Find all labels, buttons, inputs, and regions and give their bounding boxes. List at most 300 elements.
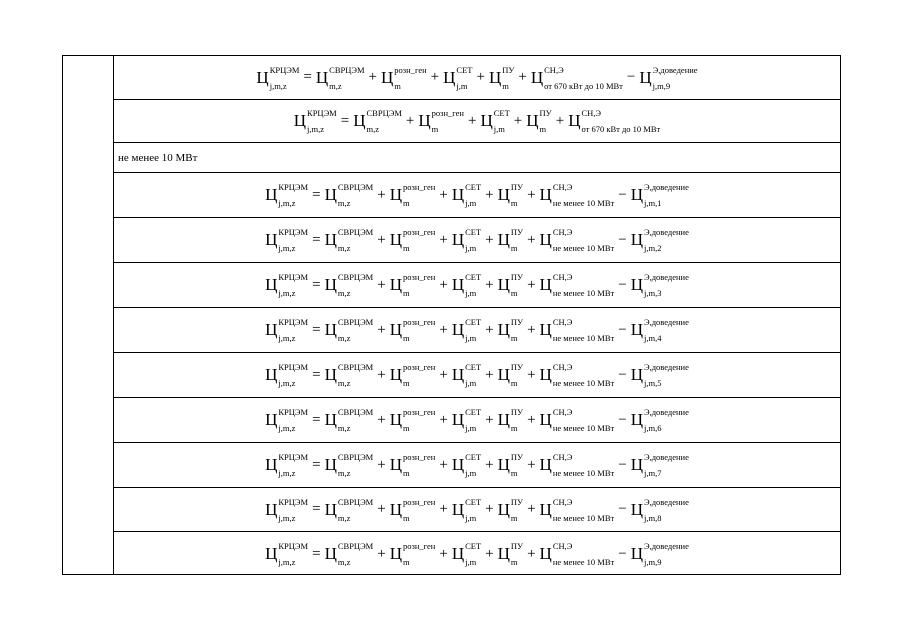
price-symbol: Ц	[324, 544, 337, 563]
script-stack	[581, 108, 661, 134]
price-symbol: Ц	[497, 230, 510, 249]
price-symbol: Ц	[630, 455, 643, 474]
term-sn	[530, 64, 623, 91]
script-stack	[552, 317, 615, 343]
script-stack	[552, 407, 615, 433]
formula	[293, 108, 661, 134]
price-symbol: Ц	[324, 455, 337, 474]
superscript: СВРЦЭМ	[337, 362, 374, 372]
subscript: m,z	[329, 80, 342, 91]
script-stack	[643, 227, 689, 253]
operator: −	[618, 366, 627, 383]
term-set	[451, 407, 482, 433]
superscript: КРЦЭМ	[278, 272, 309, 282]
superscript: КРЦЭМ	[278, 227, 309, 237]
subscript: j,m	[493, 124, 505, 134]
subscript: j,m,z	[278, 423, 296, 433]
term-svrcem	[324, 541, 374, 567]
operator: +	[485, 186, 494, 203]
superscript: ПУ	[510, 496, 524, 507]
term-pu	[497, 182, 524, 208]
subscript: m	[402, 468, 410, 478]
superscript: ПУ	[510, 362, 524, 372]
superscript: СВРЦЭМ	[337, 272, 374, 282]
term-sn	[539, 541, 615, 567]
subscript: m	[510, 557, 518, 567]
subscript: m,z	[337, 378, 351, 388]
term-krcem	[265, 541, 309, 567]
script-stack	[465, 317, 482, 343]
subscript: m	[402, 378, 410, 388]
subscript: m	[402, 198, 410, 208]
price-symbol: Ц	[265, 320, 278, 339]
superscript: КРЦЭМ	[278, 362, 309, 372]
term-svrcem	[324, 227, 374, 253]
term-set	[451, 496, 482, 523]
superscript: СВРЦЭМ	[337, 182, 374, 192]
superscript: СН,Э	[552, 541, 573, 551]
script-stack	[456, 64, 473, 91]
term-pu	[488, 64, 515, 91]
price-symbol: Ц	[568, 111, 581, 130]
term-rozn-gen	[389, 272, 436, 298]
price-symbol: Ц	[539, 230, 552, 249]
operator: +	[405, 112, 415, 129]
script-stack	[337, 452, 374, 478]
superscript: розн_ген	[402, 227, 436, 237]
price-symbol: Ц	[389, 185, 402, 204]
term-rozn-gen	[389, 407, 436, 433]
superscript: СВРЦЭМ	[337, 452, 374, 462]
superscript: СЕТ	[465, 452, 482, 462]
term-krcem	[265, 452, 309, 478]
script-stack	[643, 362, 689, 388]
superscript: СН,Э	[552, 362, 573, 372]
script-stack	[278, 407, 309, 433]
term-set	[451, 272, 482, 298]
superscript: розн_ген	[431, 108, 464, 118]
formula-row-5	[114, 218, 840, 263]
price-symbol: Ц	[630, 410, 643, 429]
term-sn	[539, 317, 615, 343]
script-stack	[552, 182, 615, 208]
term-pu	[497, 496, 524, 523]
script-stack	[337, 407, 374, 433]
superscript: ПУ	[510, 272, 524, 282]
superscript: СН,Э	[552, 407, 573, 417]
superscript: Э,доведение	[643, 182, 689, 192]
superscript: СН,Э	[544, 64, 564, 75]
script-stack	[307, 108, 337, 134]
term-dovedenie	[630, 362, 689, 388]
operator: +	[430, 69, 440, 85]
term-dovedenie	[630, 496, 689, 523]
term-set	[443, 64, 473, 91]
script-stack	[510, 182, 524, 208]
operator: =	[303, 69, 312, 85]
script-stack	[431, 108, 464, 134]
script-stack	[337, 496, 374, 523]
superscript: ПУ	[510, 317, 524, 327]
price-symbol: Ц	[539, 275, 552, 294]
subscript: j,m	[465, 378, 477, 388]
superscript: розн_ген	[402, 362, 436, 372]
superscript: КРЦЭМ	[278, 452, 309, 462]
operator: −	[618, 501, 627, 517]
operator: +	[485, 545, 494, 562]
script-stack	[643, 407, 689, 433]
subscript: m,z	[337, 557, 351, 567]
term-pu	[497, 317, 524, 343]
superscript: СН,Э	[552, 317, 573, 327]
superscript: СЕТ	[465, 407, 482, 417]
subscript: m,z	[337, 333, 351, 343]
script-stack	[394, 64, 427, 91]
script-stack	[510, 541, 524, 567]
superscript: КРЦЭМ	[307, 108, 337, 118]
price-symbol: Ц	[265, 455, 278, 474]
script-stack	[510, 407, 524, 433]
subscript: j,m	[465, 288, 477, 298]
subscript: j,m	[456, 80, 468, 91]
term-sn	[539, 362, 615, 388]
script-stack	[278, 362, 309, 388]
operator: +	[485, 366, 494, 383]
subscript: m	[402, 512, 410, 523]
subscript: j,m	[465, 243, 477, 253]
price-symbol: Ц	[381, 67, 394, 87]
price-symbol: Ц	[389, 455, 402, 474]
script-stack	[544, 64, 623, 91]
subscript: m,z	[337, 468, 351, 478]
price-symbol: Ц	[630, 365, 643, 384]
price-symbol: Ц	[451, 185, 465, 204]
superscript: СН,Э	[552, 496, 573, 507]
subscript: m	[510, 468, 518, 478]
subscript: m,z	[337, 243, 351, 253]
term-rozn-gen	[389, 227, 436, 253]
term-pu	[497, 407, 524, 433]
script-stack	[539, 108, 552, 134]
superscript: розн_ген	[394, 64, 427, 75]
subscript: m,z	[337, 423, 351, 433]
price-symbol: Ц	[497, 320, 510, 339]
term-rozn-gen	[418, 108, 464, 134]
superscript: СВРЦЭМ	[337, 496, 374, 507]
script-stack	[465, 182, 482, 208]
superscript: СЕТ	[465, 182, 482, 192]
term-krcem	[293, 108, 337, 134]
term-pu	[497, 227, 524, 253]
price-symbol: Ц	[539, 365, 552, 384]
term-rozn-gen	[389, 496, 436, 523]
subscript: j,m,z	[278, 243, 296, 253]
script-stack	[337, 272, 374, 298]
script-stack	[652, 64, 698, 91]
subscript: j,m,z	[278, 512, 296, 523]
superscript: розн_ген	[402, 317, 436, 327]
subscript: j,m,9	[652, 80, 671, 91]
subscript: m	[510, 243, 518, 253]
price-symbol: Ц	[630, 230, 643, 249]
price-symbol: Ц	[451, 365, 465, 384]
operator: +	[439, 321, 448, 338]
subscript: j,m,z	[278, 198, 296, 208]
operator: +	[555, 112, 565, 129]
formula-rows	[114, 56, 840, 574]
price-symbol: Ц	[451, 320, 465, 339]
operator: −	[618, 276, 627, 293]
price-symbol: Ц	[324, 185, 337, 204]
superscript: Э,доведение	[643, 317, 689, 327]
script-stack	[510, 227, 524, 253]
operator: +	[527, 366, 536, 383]
operator: −	[618, 411, 627, 428]
operator: +	[439, 231, 448, 248]
price-symbol: Ц	[389, 544, 402, 563]
term-pu	[497, 452, 524, 478]
script-stack	[552, 541, 615, 567]
term-dovedenie	[639, 64, 698, 91]
price-symbol: Ц	[451, 455, 465, 474]
price-symbol: Ц	[451, 544, 465, 563]
term-set	[451, 317, 482, 343]
superscript: ПУ	[539, 108, 552, 118]
term-pu	[526, 108, 552, 134]
subscript: не менее 10 МВт	[552, 243, 615, 253]
script-stack	[278, 317, 309, 343]
term-set	[451, 541, 482, 567]
term-pu	[497, 272, 524, 298]
subscript: не менее 10 МВт	[552, 378, 615, 388]
price-symbol: Ц	[630, 320, 643, 339]
price-symbol: Ц	[389, 365, 402, 384]
operator: −	[626, 69, 636, 85]
subscript: j,m	[465, 333, 477, 343]
script-stack	[402, 407, 436, 433]
price-symbol: Ц	[451, 410, 465, 429]
subscript: не менее 10 МВт	[552, 288, 615, 298]
term-set	[451, 452, 482, 478]
operator: +	[527, 276, 536, 293]
subscript: от 670 кВт до 10 МВт	[544, 80, 623, 91]
price-symbol: Ц	[630, 499, 643, 519]
operator: +	[439, 366, 448, 383]
price-symbol: Ц	[265, 185, 278, 204]
operator: +	[527, 186, 536, 203]
superscript: розн_ген	[402, 407, 436, 417]
operator: +	[527, 456, 536, 473]
formula	[265, 272, 689, 298]
operator: +	[377, 545, 386, 562]
script-stack	[552, 452, 615, 478]
operator: +	[527, 321, 536, 338]
section-heading: не менее 10 МВт	[118, 151, 198, 164]
price-symbol: Ц	[324, 275, 337, 294]
superscript: СВРЦЭМ	[329, 64, 365, 75]
script-stack	[465, 407, 482, 433]
price-symbol: Ц	[324, 410, 337, 429]
operator: =	[312, 321, 321, 338]
superscript: Э,доведение	[643, 496, 689, 507]
formula-row-4	[114, 173, 840, 218]
operator: +	[439, 456, 448, 473]
script-stack	[643, 452, 689, 478]
subscript: m	[402, 288, 410, 298]
superscript: ПУ	[510, 182, 524, 192]
script-stack	[510, 496, 524, 523]
operator: +	[467, 112, 477, 129]
script-stack	[402, 452, 436, 478]
superscript: СЕТ	[493, 108, 510, 118]
subscript: m,z	[366, 124, 380, 134]
script-stack	[465, 541, 482, 567]
superscript: СВРЦЭМ	[366, 108, 402, 118]
script-stack	[402, 272, 436, 298]
operator: =	[312, 276, 321, 293]
superscript: СЕТ	[465, 317, 482, 327]
superscript: КРЦЭМ	[278, 541, 309, 551]
subscript: m	[510, 423, 518, 433]
superscript: Э,доведение	[643, 362, 689, 372]
subscript: j,m,z	[307, 124, 325, 134]
price-symbol: Ц	[630, 275, 643, 294]
price-symbol: Ц	[451, 275, 465, 294]
price-symbol: Ц	[480, 111, 493, 130]
formula	[265, 317, 689, 343]
operator: −	[618, 186, 627, 203]
operator: +	[527, 231, 536, 248]
script-stack	[402, 362, 436, 388]
script-stack	[278, 496, 309, 523]
superscript: ПУ	[510, 541, 524, 551]
formula-row-9	[114, 398, 840, 443]
script-stack	[643, 182, 689, 208]
subscript: j,m	[465, 557, 477, 567]
formula	[265, 496, 689, 523]
operator: +	[377, 456, 386, 473]
price-symbol: Ц	[389, 320, 402, 339]
script-stack	[465, 362, 482, 388]
script-stack	[402, 227, 436, 253]
script-stack	[402, 182, 436, 208]
subscript: m	[394, 80, 401, 91]
price-symbol: Ц	[324, 230, 337, 249]
price-symbol: Ц	[539, 320, 552, 339]
script-stack	[502, 64, 515, 91]
superscript: розн_ген	[402, 272, 436, 282]
superscript: КРЦЭМ	[278, 317, 309, 327]
operator: +	[377, 366, 386, 383]
superscript: СВРЦЭМ	[337, 227, 374, 237]
term-rozn-gen	[389, 541, 436, 567]
formula-row-7	[114, 308, 840, 353]
price-symbol: Ц	[488, 67, 502, 87]
term-dovedenie	[630, 452, 689, 478]
script-stack	[465, 496, 482, 523]
operator: +	[377, 501, 386, 517]
superscript: Э,доведение	[643, 272, 689, 282]
price-symbol: Ц	[539, 544, 552, 563]
term-svrcem	[315, 64, 365, 91]
script-stack	[337, 182, 374, 208]
subscript: m	[431, 124, 439, 134]
script-stack	[278, 227, 309, 253]
term-pu	[497, 541, 524, 567]
operator: +	[518, 69, 527, 85]
price-symbol: Ц	[539, 185, 552, 204]
term-dovedenie	[630, 227, 689, 253]
term-dovedenie	[630, 182, 689, 208]
subscript: m	[402, 557, 410, 567]
formula	[265, 227, 689, 253]
formula	[256, 64, 698, 91]
price-symbol: Ц	[389, 230, 402, 249]
superscript: ПУ	[502, 64, 515, 75]
formula	[265, 182, 689, 208]
operator: +	[377, 321, 386, 338]
term-rozn-gen	[389, 452, 436, 478]
script-stack	[643, 317, 689, 343]
script-stack	[278, 272, 309, 298]
superscript: СН,Э	[552, 272, 573, 282]
operator: −	[618, 321, 627, 338]
price-symbol: Ц	[389, 499, 402, 519]
subscript: j,m,z	[278, 468, 296, 478]
script-stack	[643, 496, 689, 523]
operator: +	[439, 411, 448, 428]
operator: =	[312, 545, 321, 562]
price-symbol: Ц	[256, 67, 269, 87]
operator: +	[368, 69, 378, 85]
term-sn	[539, 272, 615, 298]
price-symbol: Ц	[630, 544, 643, 563]
price-symbol: Ц	[539, 455, 552, 474]
term-rozn-gen	[389, 317, 436, 343]
operator: =	[312, 456, 321, 473]
script-stack	[552, 227, 615, 253]
term-rozn-gen	[381, 64, 427, 91]
superscript: СВРЦЭМ	[337, 541, 374, 551]
script-stack	[278, 182, 309, 208]
script-stack	[337, 227, 374, 253]
subscript: не менее 10 МВт	[552, 512, 615, 523]
script-stack	[643, 272, 689, 298]
subscript: не менее 10 МВт	[552, 557, 615, 567]
operator: +	[377, 411, 386, 428]
price-symbol: Ц	[497, 185, 510, 204]
superscript: КРЦЭМ	[269, 64, 300, 75]
superscript: СВРЦЭМ	[337, 317, 374, 327]
formula-row-1	[114, 56, 840, 100]
script-stack	[278, 452, 309, 478]
subscript: от 670 кВт до 10 МВт	[581, 124, 661, 134]
subscript: не менее 10 МВт	[552, 423, 615, 433]
term-dovedenie	[630, 272, 689, 298]
subscript: m	[510, 333, 518, 343]
subscript: m	[402, 423, 410, 433]
script-stack	[510, 272, 524, 298]
superscript: СН,Э	[552, 182, 573, 192]
operator: −	[618, 456, 627, 473]
subscript: не менее 10 МВт	[552, 333, 615, 343]
superscript: розн_ген	[402, 496, 436, 507]
price-symbol: Ц	[265, 544, 278, 563]
subscript: j,m,1	[643, 198, 662, 208]
left-column	[63, 56, 114, 574]
operator: +	[439, 545, 448, 562]
operator: +	[527, 501, 536, 517]
